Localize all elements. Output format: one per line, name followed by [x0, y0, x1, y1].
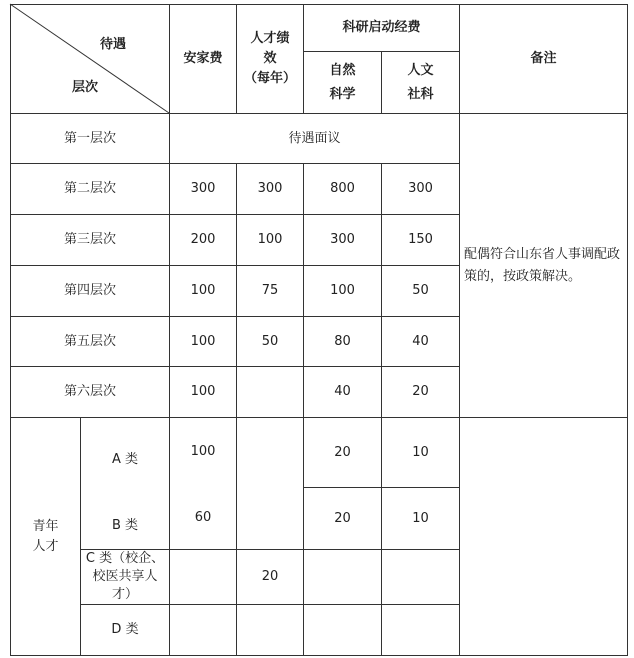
header-natural-line2: 科学: [329, 86, 356, 102]
header-research-fund: 科研启动经费: [342, 19, 421, 35]
remark-text: 配偶符合山东省人事调配政策的，按政策解决。: [464, 246, 621, 284]
youth-c-line2: 校医共享人: [92, 569, 158, 584]
youth-level-label: [81, 550, 169, 604]
natural-value: [304, 550, 381, 604]
humanities-value: 10: [412, 510, 429, 526]
settle-value: [170, 605, 236, 655]
level-label: 第一层次: [63, 130, 116, 146]
header-natural-line1: 自然: [329, 62, 356, 78]
natural-value: 300: [330, 232, 355, 247]
header-natural-science: [304, 52, 381, 113]
talent-value: 300: [257, 181, 283, 196]
youth-group-line2: 人才: [32, 538, 59, 554]
youth-level-label: B 类: [111, 518, 139, 533]
header-humanities-line2: 社科: [407, 86, 434, 102]
talent-value: 75: [261, 283, 279, 298]
talent-value: 50: [261, 333, 279, 349]
settle-value: [170, 550, 236, 604]
natural-value: [304, 605, 381, 655]
level-label: 第五层次: [63, 333, 116, 349]
settle-value: 200: [190, 232, 216, 247]
humanities-value: 40: [412, 333, 429, 349]
youth-level-label: D 类: [111, 622, 139, 637]
header-remarks: 备注: [530, 50, 557, 66]
header-talent-line1: 人才绩: [250, 30, 290, 46]
humanities-value: 10: [412, 444, 429, 460]
header-humanities-line1: 人文: [407, 62, 434, 78]
settle-value: 100: [190, 333, 216, 349]
diagonal-header-top: 待遇: [99, 37, 126, 52]
humanities-value: 20: [412, 384, 429, 399]
settle-value: 300: [190, 181, 216, 196]
talent-value: [237, 605, 303, 655]
youth-talent-group-label: [11, 418, 80, 655]
youth-c-line3: 才）: [111, 587, 138, 602]
youth-level-label: A 类: [111, 452, 139, 467]
diagonal-header-bottom: 层次: [71, 80, 98, 95]
level-label: 第四层次: [63, 283, 116, 298]
youth-c-line1: C 类（校企、: [85, 551, 165, 566]
humanities-value: 300: [408, 181, 433, 196]
natural-value: 40: [334, 384, 351, 399]
humanities-value: 150: [408, 232, 433, 247]
remark-cell: [460, 114, 627, 417]
level-label: 第三层次: [63, 232, 116, 247]
natural-value: 20: [334, 444, 351, 460]
natural-value: 800: [330, 181, 355, 196]
talent-value: [237, 503, 303, 549]
header-humanities: [382, 52, 459, 113]
settle-value: 60: [194, 510, 212, 525]
natural-value: 80: [334, 333, 351, 349]
talent-value: 20: [261, 569, 279, 584]
negotiable-cell: 待遇面议: [288, 130, 341, 146]
level-label: 第六层次: [63, 384, 116, 399]
natural-value: 100: [330, 283, 355, 298]
talent-value: 100: [257, 232, 283, 247]
talent-value: [237, 418, 303, 502]
settle-value: 100: [190, 283, 216, 298]
humanities-value: [382, 550, 459, 604]
youth-group-line1: 青年: [32, 518, 59, 534]
humanities-value: [382, 605, 459, 655]
settle-value: 100: [190, 444, 216, 459]
level-label: 第二层次: [63, 181, 116, 196]
header-talent-line3: （每年）: [243, 70, 296, 86]
humanities-value: 50: [412, 283, 429, 298]
natural-value: 20: [334, 510, 351, 526]
header-talent-line2: 效: [263, 50, 277, 66]
header-settle-fee: 安家费: [183, 50, 223, 66]
header-talent-performance: [237, 4, 303, 113]
settle-value: 100: [190, 384, 216, 399]
talent-value: [237, 367, 303, 417]
